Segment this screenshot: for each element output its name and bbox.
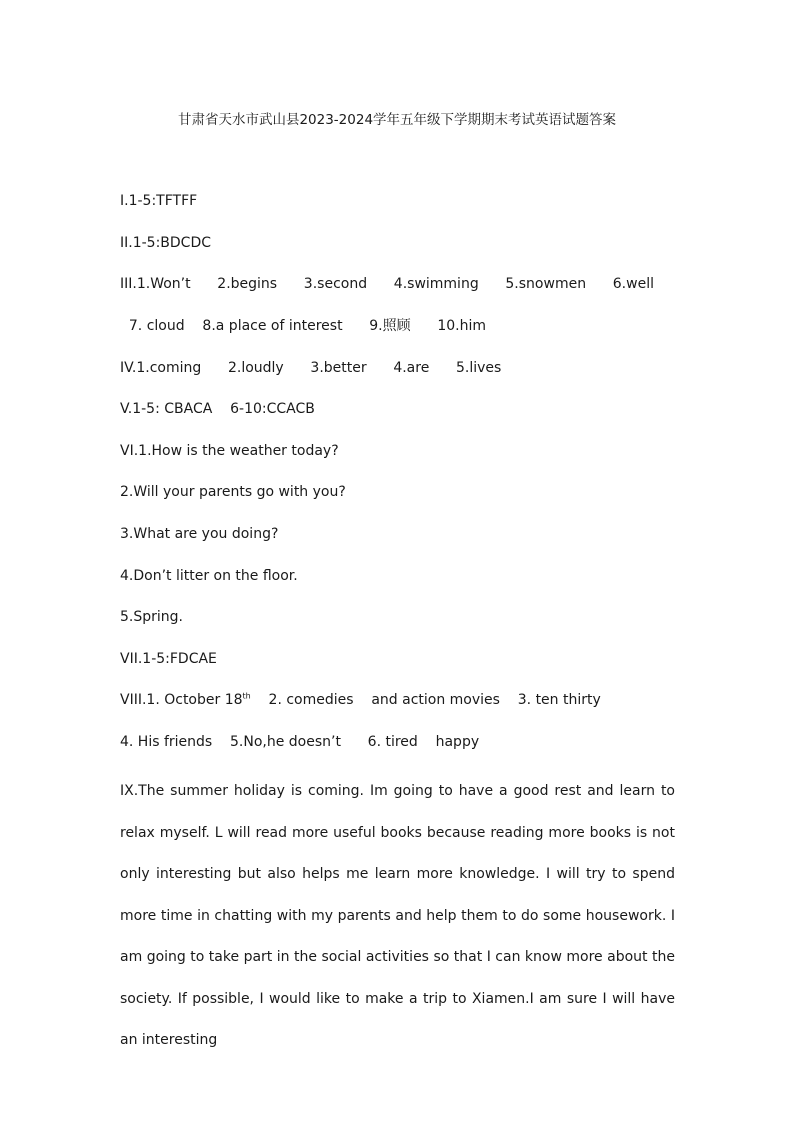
answer-section-1: I.1-5:TFTFF bbox=[120, 193, 198, 209]
answer-section-7: VII.1-5:FDCAE bbox=[120, 651, 217, 667]
answer-section-6-q5: 5.Spring. bbox=[120, 609, 183, 625]
answer-section-8 bbox=[120, 691, 601, 709]
answer-section-8-part1: VIII.1. October 18 bbox=[120, 692, 243, 708]
answer-section-6-q2: 2.Will your parents go with you? bbox=[120, 484, 346, 500]
answer-section-2: II.1-5:BDCDC bbox=[120, 235, 212, 251]
answer-section-6-q4: 4.Don’t litter on the floor. bbox=[120, 568, 298, 584]
answer-section-8-cont: 4. His friends 5.No,he doesn’t 6. tired happy bbox=[120, 734, 480, 750]
answer-section-6: VI.1.How is the weather today? bbox=[120, 443, 339, 459]
answer-section-3-cont: 7. cloud 8.a place of interest 9.照顾 10.him bbox=[120, 318, 487, 334]
answer-section-5: V.1-5: CBACA 6-10:CCACB bbox=[120, 401, 315, 417]
answer-section-6-q3: 3.What are you doing? bbox=[120, 526, 279, 542]
ordinal-suffix: th bbox=[242, 691, 251, 701]
answer-section-3: III.1.Won’t 2.begins 3.second 4.swimming 5.snowmen 6.well bbox=[120, 276, 654, 292]
answer-section-4: IV.1.coming 2.loudly 3.better 4.are 5.lives bbox=[120, 360, 502, 376]
answer-section-8-part2: 2. comedies and action movies 3. ten thirty bbox=[250, 692, 601, 708]
essay-paragraph: IX.The summer holiday is coming. Im going to have a good rest and learn to relax myself. L will read more useful books because reading more books is not only interesting but also helps me learn more knowledge. I will try to spend more time in chatting with my parents and help them to do some housework. I am going to take part in the social activities so that I can know more about the society. If possible, I would like to make a trip to Xiamen.I am sure I will have an interesting bbox=[120, 783, 675, 1048]
document-title: 甘肃省天水市武山县2023-2024学年五年级下学期期末考试英语试题答案 bbox=[177, 112, 617, 128]
